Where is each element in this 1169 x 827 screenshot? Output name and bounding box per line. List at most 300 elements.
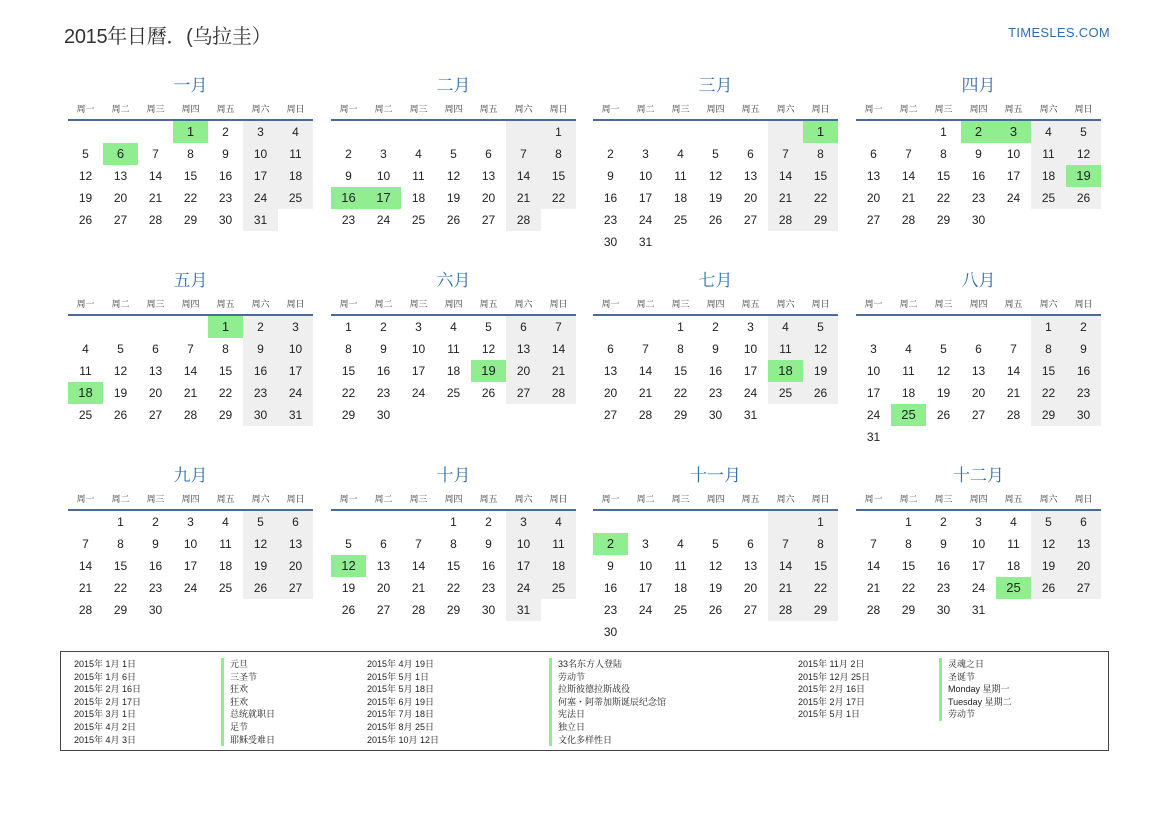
day-cell: 10 <box>1006 147 1021 161</box>
day-cell: 24 <box>866 408 881 422</box>
day-cell: 11 <box>412 169 425 183</box>
holiday-name: 劳动节 <box>549 671 585 684</box>
weekday-label: 周一 <box>601 494 620 504</box>
weekday-label: 周四 <box>181 104 200 114</box>
weekday-label: 周四 <box>444 494 463 504</box>
day-cell: 16 <box>218 169 233 183</box>
holiday-name: 33名东方人登陆 <box>549 658 622 671</box>
holiday-date: 2015年 6月 19日 <box>367 696 435 707</box>
holiday-day-cell: 18 <box>768 360 803 382</box>
weekday-label: 周六 <box>514 494 533 504</box>
week-row <box>593 187 838 209</box>
day-cell: 9 <box>940 537 947 551</box>
day-cell: 2 <box>380 320 387 334</box>
empty-day-cell <box>698 231 733 253</box>
day-cell: 3 <box>642 147 649 161</box>
weekday-label: 周一 <box>76 104 95 114</box>
day-cell: 3 <box>187 515 194 529</box>
week-row <box>856 338 1101 360</box>
empty-day-cell <box>173 599 208 621</box>
day-cell: 4 <box>1031 121 1066 143</box>
month-calendar <box>68 73 313 231</box>
day-cell: 6 <box>747 537 754 551</box>
day-cell: 30 <box>148 603 163 617</box>
weekday-label: 周三 <box>146 104 165 114</box>
empty-day-cell <box>856 121 891 143</box>
day-cell: 24 <box>278 382 313 404</box>
week-row <box>331 533 576 555</box>
day-cell: 16 <box>243 360 278 382</box>
day-cell: 24 <box>183 581 198 595</box>
empty-day-cell <box>628 621 663 643</box>
week-row <box>331 316 576 338</box>
day-cell: 8 <box>345 342 352 356</box>
weekday-label: 周六 <box>251 299 270 309</box>
holiday-day-cell: 19 <box>1066 165 1101 187</box>
weekday-header <box>856 99 1101 121</box>
day-cell: 24 <box>638 603 653 617</box>
empty-day-cell <box>471 121 506 143</box>
week-row <box>68 599 313 621</box>
holiday-day-cell: 1 <box>803 121 838 143</box>
day-cell: 3 <box>747 320 754 334</box>
day-cell: 19 <box>708 581 723 595</box>
weekday-header <box>68 489 313 511</box>
empty-day-cell <box>208 599 243 621</box>
month-title: 四月 <box>961 76 996 95</box>
weekday-label: 周一 <box>601 104 620 114</box>
holiday-day-cell: 2 <box>961 121 996 143</box>
week-row <box>68 404 313 426</box>
day-cell: 9 <box>975 147 982 161</box>
day-cell: 10 <box>971 537 986 551</box>
day-cell: 10 <box>183 537 198 551</box>
day-cell: 11 <box>674 559 687 573</box>
day-cell: 24 <box>743 386 758 400</box>
empty-day-cell <box>803 404 838 426</box>
holiday-day-cell: 2 <box>593 533 628 555</box>
day-cell: 22 <box>113 581 128 595</box>
day-cell: 2 <box>152 515 159 529</box>
day-cell: 31 <box>638 235 653 249</box>
day-cell: 6 <box>152 342 159 356</box>
week-row <box>331 209 576 231</box>
day-cell: 11 <box>541 533 576 555</box>
empty-day-cell <box>628 316 663 338</box>
holiday-name: 劳动节 <box>939 708 975 721</box>
holiday-date: 2015年 8月 25日 <box>367 722 435 732</box>
holiday-name: 总统就职日 <box>221 708 275 721</box>
weekday-label: 周四 <box>181 299 200 309</box>
weekday-label: 周三 <box>409 494 428 504</box>
holiday-name: Monday 星期一 <box>939 683 1010 696</box>
day-cell: 28 <box>148 213 163 227</box>
empty-day-cell <box>891 121 926 143</box>
day-cell: 17 <box>638 581 653 595</box>
week-row <box>331 577 576 599</box>
month-title: 六月 <box>436 271 471 290</box>
day-cell: 11 <box>447 342 460 356</box>
day-cell: 3 <box>870 342 877 356</box>
day-cell: 30 <box>936 603 951 617</box>
weekday-label: 周四 <box>444 299 463 309</box>
weekday-header <box>331 294 576 316</box>
day-cell: 3 <box>243 121 278 143</box>
day-cell: 8 <box>187 147 194 161</box>
holiday-day-cell: 19 <box>471 360 506 382</box>
day-cell: 15 <box>183 169 198 183</box>
month-calendar <box>593 73 838 253</box>
empty-day-cell <box>996 426 1031 448</box>
day-cell: 28 <box>183 408 198 422</box>
day-cell: 7 <box>82 537 89 551</box>
holiday-name: 文化多样性日 <box>549 734 612 747</box>
day-cell: 25 <box>768 382 803 404</box>
day-cell: 10 <box>638 169 653 183</box>
weekday-label: 周日 <box>286 494 305 504</box>
day-cell: 15 <box>446 559 461 573</box>
month-title: 十月 <box>436 466 471 485</box>
day-cell: 23 <box>971 191 986 205</box>
empty-day-cell <box>856 316 891 338</box>
holiday-date: 2015年 1月 1日 <box>74 659 137 669</box>
day-cell: 7 <box>642 342 649 356</box>
week-row <box>856 511 1101 533</box>
weekday-label: 周二 <box>374 104 393 114</box>
day-cell: 13 <box>113 169 128 183</box>
day-cell: 27 <box>743 603 758 617</box>
day-cell: 9 <box>485 537 492 551</box>
month-calendar <box>331 73 576 231</box>
weekday-label: 周六 <box>1039 104 1058 114</box>
day-cell: 26 <box>1031 577 1066 599</box>
day-cell: 6 <box>870 147 877 161</box>
day-cell: 1 <box>1031 316 1066 338</box>
day-cell: 14 <box>638 364 653 378</box>
day-cell: 9 <box>222 147 229 161</box>
day-cell: 23 <box>376 386 391 400</box>
day-cell: 18 <box>446 364 461 378</box>
day-cell: 21 <box>506 187 541 209</box>
day-cell: 13 <box>866 169 881 183</box>
day-cell: 19 <box>936 386 951 400</box>
weekday-label: 周五 <box>216 494 235 504</box>
month-calendar <box>856 73 1101 231</box>
day-cell: 12 <box>481 342 496 356</box>
holiday-day-cell: 25 <box>996 577 1031 599</box>
day-cell: 24 <box>376 213 391 227</box>
day-cell: 1 <box>450 515 457 529</box>
empty-day-cell <box>541 404 576 426</box>
day-cell: 25 <box>411 213 426 227</box>
empty-day-cell <box>733 511 768 533</box>
day-cell: 30 <box>218 213 233 227</box>
day-cell: 12 <box>446 169 461 183</box>
week-row <box>593 360 838 382</box>
empty-day-cell <box>663 121 698 143</box>
empty-day-cell <box>68 121 103 143</box>
weekday-label: 周六 <box>776 299 795 309</box>
day-cell: 8 <box>541 143 576 165</box>
empty-day-cell <box>733 121 768 143</box>
day-cell: 8 <box>803 143 838 165</box>
day-cell: 28 <box>901 213 916 227</box>
month-title: 三月 <box>698 76 733 95</box>
holiday-day-cell: 16 <box>331 187 366 209</box>
empty-day-cell <box>541 599 576 621</box>
day-cell: 31 <box>743 408 758 422</box>
page-title: 2015年日曆．(乌拉圭） <box>64 26 272 48</box>
week-row <box>68 360 313 382</box>
day-cell: 22 <box>1031 382 1066 404</box>
day-cell: 8 <box>940 147 947 161</box>
day-cell: 26 <box>708 603 723 617</box>
day-cell: 4 <box>415 147 422 161</box>
holiday-date: 2015年 7月 18日 <box>367 709 435 720</box>
empty-day-cell <box>68 316 103 338</box>
holiday-date: 2015年 2月 17日 <box>74 696 142 707</box>
week-row <box>593 231 838 253</box>
day-cell: 10 <box>506 533 541 555</box>
day-cell: 22 <box>541 187 576 209</box>
day-cell: 24 <box>411 386 426 400</box>
day-cell: 28 <box>506 209 541 231</box>
day-cell: 16 <box>481 559 496 573</box>
empty-day-cell <box>278 599 313 621</box>
day-cell: 11 <box>278 143 313 165</box>
weekday-label: 周一 <box>76 299 95 309</box>
empty-day-cell <box>663 231 698 253</box>
empty-day-cell <box>401 121 436 143</box>
holiday-date: 2015年 4月 3日 <box>74 734 137 745</box>
day-cell: 25 <box>1031 187 1066 209</box>
day-cell: 17 <box>743 364 758 378</box>
week-row <box>593 209 838 231</box>
day-cell: 3 <box>506 511 541 533</box>
day-cell: 20 <box>743 191 758 205</box>
day-cell: 14 <box>78 559 93 573</box>
week-row <box>856 187 1101 209</box>
day-cell: 21 <box>638 386 653 400</box>
day-cell: 15 <box>673 364 688 378</box>
day-cell: 16 <box>708 364 723 378</box>
holiday-day-cell: 6 <box>103 143 138 165</box>
day-cell: 6 <box>506 316 541 338</box>
day-cell: 18 <box>411 191 426 205</box>
day-cell: 1 <box>940 125 947 139</box>
day-cell: 26 <box>78 213 93 227</box>
empty-day-cell <box>628 511 663 533</box>
weekday-label: 周五 <box>479 104 498 114</box>
week-row <box>856 426 1101 448</box>
day-cell: 9 <box>607 559 614 573</box>
month-calendar <box>68 463 313 621</box>
day-cell: 14 <box>411 559 426 573</box>
week-row <box>331 555 576 577</box>
day-cell: 10 <box>278 338 313 360</box>
day-cell: 19 <box>1031 555 1066 577</box>
weekday-label: 周日 <box>549 494 568 504</box>
day-cell: 21 <box>768 187 803 209</box>
day-cell: 8 <box>677 342 684 356</box>
weekday-label: 周四 <box>706 299 725 309</box>
day-cell: 29 <box>901 603 916 617</box>
day-cell: 30 <box>243 404 278 426</box>
day-cell: 13 <box>971 364 986 378</box>
empty-day-cell <box>401 404 436 426</box>
weekday-label: 周一 <box>339 104 358 114</box>
weekday-label: 周三 <box>409 104 428 114</box>
day-cell: 25 <box>278 187 313 209</box>
day-cell: 28 <box>768 599 803 621</box>
day-cell: 25 <box>446 386 461 400</box>
weekday-label: 周三 <box>146 299 165 309</box>
holiday-name: 圣诞节 <box>939 671 975 684</box>
week-row <box>331 165 576 187</box>
holiday-date: 2015年 4月 19日 <box>367 659 435 669</box>
day-cell: 7 <box>506 143 541 165</box>
weekday-label: 周二 <box>899 104 918 114</box>
weekday-label: 周三 <box>934 494 953 504</box>
day-cell: 9 <box>712 342 719 356</box>
day-cell: 13 <box>148 364 163 378</box>
day-cell: 5 <box>712 147 719 161</box>
day-cell: 22 <box>446 581 461 595</box>
day-cell: 19 <box>446 191 461 205</box>
holiday-name: 耶稣受难日 <box>221 734 275 747</box>
week-row <box>331 143 576 165</box>
day-cell: 29 <box>113 603 128 617</box>
day-cell: 27 <box>603 408 618 422</box>
day-cell: 29 <box>446 603 461 617</box>
holiday-name: 狂欢 <box>221 683 248 696</box>
week-row <box>593 316 838 338</box>
day-cell: 17 <box>411 364 426 378</box>
day-cell: 9 <box>152 537 159 551</box>
day-cell: 7 <box>187 342 194 356</box>
week-row <box>68 143 313 165</box>
day-cell: 7 <box>768 533 803 555</box>
weekday-label: 周五 <box>216 104 235 114</box>
week-row <box>593 599 838 621</box>
holiday-name: 何塞・阿蒂加斯诞辰纪念馆 <box>549 696 666 709</box>
day-cell: 28 <box>411 603 426 617</box>
day-cell: 21 <box>541 360 576 382</box>
empty-day-cell <box>768 511 803 533</box>
day-cell: 12 <box>1066 143 1101 165</box>
day-cell: 11 <box>902 364 915 378</box>
weekday-header <box>593 489 838 511</box>
empty-day-cell <box>768 621 803 643</box>
day-cell: 29 <box>183 213 198 227</box>
day-cell: 22 <box>936 191 951 205</box>
empty-day-cell <box>138 316 173 338</box>
day-cell: 19 <box>78 191 93 205</box>
weekday-label: 周三 <box>671 299 690 309</box>
weekday-label: 周三 <box>934 299 953 309</box>
week-row <box>68 165 313 187</box>
day-cell: 9 <box>243 338 278 360</box>
weekday-label: 周二 <box>374 299 393 309</box>
day-cell: 14 <box>506 165 541 187</box>
month-calendar <box>856 463 1101 621</box>
day-cell: 22 <box>341 386 356 400</box>
day-cell: 4 <box>82 342 89 356</box>
day-cell: 1 <box>117 515 124 529</box>
weekday-header <box>593 99 838 121</box>
weekday-label: 周四 <box>181 494 200 504</box>
empty-day-cell <box>733 231 768 253</box>
empty-day-cell <box>103 121 138 143</box>
site-brand-link[interactable]: TIMESLES.COM <box>1008 25 1110 40</box>
empty-day-cell <box>996 316 1031 338</box>
day-cell: 27 <box>376 603 391 617</box>
day-cell: 25 <box>218 581 233 595</box>
week-row <box>68 577 313 599</box>
week-row <box>68 209 313 231</box>
weekday-label: 周二 <box>899 494 918 504</box>
day-cell: 12 <box>78 169 93 183</box>
day-cell: 27 <box>971 408 986 422</box>
empty-day-cell <box>366 511 401 533</box>
weekday-label: 周六 <box>1039 494 1058 504</box>
day-cell: 15 <box>218 364 233 378</box>
day-cell: 31 <box>278 404 313 426</box>
empty-day-cell <box>961 316 996 338</box>
holiday-name: 拉斯彼德拉斯战役 <box>549 683 630 696</box>
weekday-header <box>856 489 1101 511</box>
day-cell: 5 <box>1066 121 1101 143</box>
holiday-date: 2015年 10月 12日 <box>367 734 440 745</box>
holiday-day-cell: 3 <box>996 121 1031 143</box>
day-cell: 12 <box>803 338 838 360</box>
day-cell: 1 <box>541 121 576 143</box>
day-cell: 3 <box>642 537 649 551</box>
month-title: 十一月 <box>690 466 741 485</box>
day-cell: 18 <box>1006 559 1021 573</box>
week-row <box>593 121 838 143</box>
day-cell: 8 <box>222 342 229 356</box>
empty-day-cell <box>996 599 1031 621</box>
week-row <box>593 555 838 577</box>
holiday-date: 2015年 5月 1日 <box>798 709 861 720</box>
day-cell: 22 <box>673 386 688 400</box>
month-calendar <box>68 268 313 426</box>
day-cell: 23 <box>218 191 233 205</box>
week-row <box>856 382 1101 404</box>
week-row <box>68 187 313 209</box>
empty-day-cell <box>331 121 366 143</box>
day-cell: 7 <box>905 147 912 161</box>
month-calendar <box>331 463 576 621</box>
day-cell: 25 <box>673 213 688 227</box>
day-cell: 9 <box>345 169 352 183</box>
weekday-header <box>331 489 576 511</box>
weekday-label: 周六 <box>776 104 795 114</box>
weekday-label: 周二 <box>899 299 918 309</box>
day-cell: 14 <box>768 165 803 187</box>
weekday-label: 周六 <box>514 104 533 114</box>
month-title: 五月 <box>173 271 208 290</box>
day-cell: 17 <box>971 559 986 573</box>
holiday-date: 2015年 1月 6日 <box>74 671 137 682</box>
day-cell: 10 <box>243 143 278 165</box>
day-cell: 4 <box>677 537 684 551</box>
empty-day-cell <box>663 621 698 643</box>
week-row <box>856 577 1101 599</box>
weekday-label: 周四 <box>444 104 463 114</box>
day-cell: 15 <box>803 555 838 577</box>
